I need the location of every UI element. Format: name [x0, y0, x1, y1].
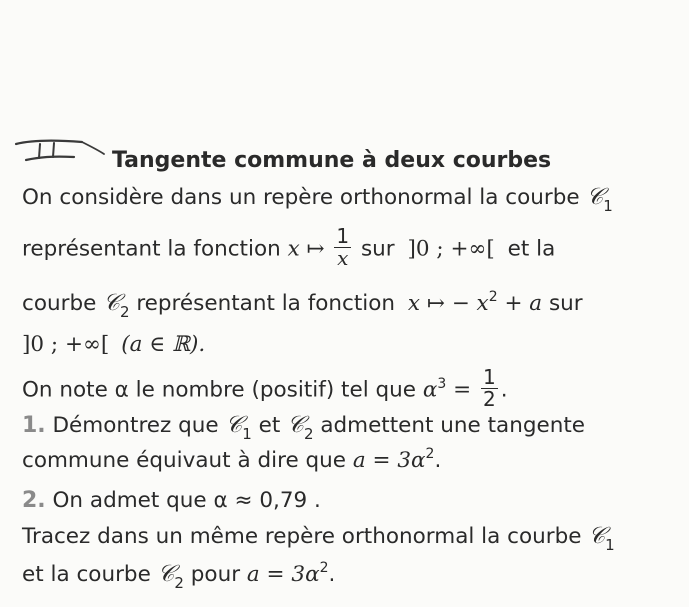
interval: ]0 ; +∞[ [407, 236, 495, 262]
question-2-line-1: 2. On admet que α ≈ 0,79 . [22, 488, 321, 513]
curve-c2-symbol: 𝒞 [103, 290, 120, 316]
curve-c1-symbol: 𝒞 [588, 523, 606, 549]
intro-line-3: courbe 𝒞$_2$ représentant la fonction x ↦ − $x^2 + a$ sur [22, 289, 583, 321]
interval: ]0 ; +∞[ [22, 332, 110, 357]
fraction-1-over-2: $\frac{1}{2}$ [483, 365, 496, 411]
curve-c1-symbol: 𝒞 [225, 412, 243, 438]
question-2-line-3: et la courbe 𝒞$_2$ pour $a = 3\alpha^2$. [22, 560, 336, 592]
question-2-line-2: Tracez dans un même repère orthonormal la courbe 𝒞$_1$ [22, 523, 615, 554]
intro-line-2: représentant la fonction x ↦ $\frac{1}{x}$ sur ]0 ; +∞[ et la [22, 224, 556, 270]
curve-c2-symbol: 𝒞 [157, 561, 175, 587]
exercise-title: Tangente commune à deux courbes [112, 148, 552, 173]
fraction-1-over-x: $\frac{1}{x}$ [336, 224, 350, 270]
question-1-line-1: 1. Démontrez que 𝒞$_1$ et 𝒞$_2$ admettent une tangente [22, 412, 585, 443]
intro-line-4: ]0 ; +∞[ (a ∈ ℝ). [22, 332, 206, 357]
curve-c1-symbol: 𝒞 [586, 184, 604, 210]
intro-line-5: On note α le nombre (positif) tel que $\alpha^3$ = $\frac{1}{2}$ . [22, 365, 508, 411]
intro-line-1: On considère dans un repère orthonormal la courbe 𝒞$_1$ [22, 184, 613, 215]
question-1-number: 1. [22, 413, 46, 438]
question-2-number: 2. [22, 488, 46, 513]
handwritten-numeral-mark [12, 136, 107, 168]
curve-c2-symbol: 𝒞 [287, 412, 304, 438]
question-1-line-2: commune équivaut à dire que $a = 3\alpha^2$. [22, 446, 442, 473]
